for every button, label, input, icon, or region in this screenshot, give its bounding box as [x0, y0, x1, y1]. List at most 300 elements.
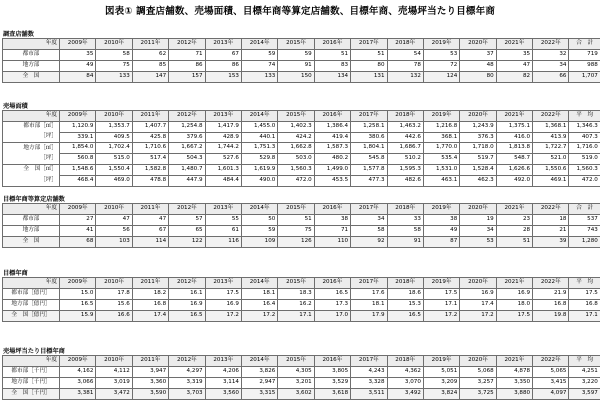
header-total: 平 均 [569, 111, 600, 122]
table-cell: 51 [496, 237, 532, 248]
table-sales-per-tsubo [2, 355, 600, 400]
table-cell: 62 [132, 50, 168, 61]
table-cell: 133 [96, 72, 132, 83]
table-cell: 68 [60, 237, 96, 248]
table-row [3, 226, 600, 237]
table-cell: 545.8 [351, 154, 387, 165]
row-label: 都市部［億円］ [3, 289, 60, 300]
table-cell: 2,947 [241, 378, 277, 389]
section-title-stores: 調査店舗数 [3, 31, 34, 38]
header-year-label: 年度 [3, 356, 60, 367]
table-cell: 3,703 [169, 389, 205, 400]
header-cell: 2013年 [205, 111, 241, 122]
header-cell: 2010年 [96, 204, 132, 215]
table-cell: 1,702.4 [96, 143, 132, 154]
table-cell: 3,319 [169, 378, 205, 389]
table-cell: 18.2 [132, 289, 168, 300]
row-label: 地方部［㎡］ [3, 143, 60, 154]
header-cell: 2020年 [460, 111, 496, 122]
header-cell: 2022年 [533, 356, 569, 367]
table-cell: 17.0 [314, 311, 350, 322]
header-total: 平 均 [569, 278, 600, 289]
table-cell: 1,280 [569, 237, 600, 248]
table-cell: 504.3 [169, 154, 205, 165]
header-cell: 2021年 [496, 356, 532, 367]
table-cell: 492.0 [496, 175, 532, 186]
table-cell: 3,328 [351, 378, 387, 389]
table-cell: 58 [387, 226, 423, 237]
row-label: 全 国［㎡］ [3, 164, 60, 175]
table-cell: 17.5 [569, 289, 600, 300]
table-cell: 1,587.3 [314, 143, 350, 154]
table-target-stores [2, 203, 600, 248]
table-cell: 3,511 [351, 389, 387, 400]
table-cell: 519.0 [569, 154, 600, 165]
table-cell: 109 [241, 237, 277, 248]
table-cell: 87 [423, 237, 459, 248]
table-stores [2, 38, 600, 83]
header-cell: 2009年 [60, 356, 96, 367]
header-cell: 2011年 [132, 111, 168, 122]
table-cell: 4,097 [533, 389, 569, 400]
header-cell: 2021年 [496, 278, 532, 289]
table-cell: 56 [96, 226, 132, 237]
row-label: 全 国 [3, 72, 60, 83]
table-cell: 157 [169, 72, 205, 83]
row-label: 都市部 [3, 50, 60, 61]
table-cell: 1,550.4 [96, 164, 132, 175]
table-cell: 17.2 [241, 311, 277, 322]
table-cell: 35 [496, 50, 532, 61]
table-row [3, 72, 600, 83]
table-cell: 18.6 [387, 289, 423, 300]
table-cell: 84 [60, 72, 96, 83]
header-cell: 2015年 [278, 278, 314, 289]
table-cell: 468.4 [60, 175, 96, 186]
header-cell: 2009年 [60, 278, 96, 289]
header-total: 合 計 [569, 204, 600, 215]
table-cell: 1,582.8 [132, 164, 168, 175]
header-cell: 2010年 [96, 111, 132, 122]
table-row [3, 132, 600, 143]
header-cell: 2009年 [60, 39, 96, 50]
table-cell: 3,880 [496, 389, 532, 400]
table-cell: 53 [423, 50, 459, 61]
table-cell: 1,455.0 [241, 121, 277, 132]
table-cell: 1,601.3 [205, 164, 241, 175]
table-cell: 1,744.2 [205, 143, 241, 154]
table-cell: 469.1 [533, 175, 569, 186]
table-row [3, 61, 600, 72]
table-cell: 1,417.9 [205, 121, 241, 132]
header-total: 合 計 [569, 39, 600, 50]
table-cell: 75 [278, 226, 314, 237]
table-cell: 3,070 [387, 378, 423, 389]
table-cell: 1,531.0 [423, 164, 459, 175]
table-cell: 3,590 [132, 389, 168, 400]
table-cell: 1,550.6 [533, 164, 569, 175]
header-cell: 2020年 [460, 39, 496, 50]
table-cell: 17.9 [351, 311, 387, 322]
table-cell: 5,068 [460, 367, 496, 378]
table-cell: 34 [533, 61, 569, 72]
table-cell: 116 [205, 237, 241, 248]
table-cell: 3,492 [387, 389, 423, 400]
table-cell: 18.1 [241, 289, 277, 300]
table-cell: 16.4 [241, 300, 277, 311]
table-cell: 379.6 [169, 132, 205, 143]
table-cell: 537 [569, 215, 600, 226]
table-cell: 416.0 [496, 132, 532, 143]
table-cell: 4,243 [351, 367, 387, 378]
table-cell: 515.0 [96, 154, 132, 165]
table-cell: 1,346.3 [569, 121, 600, 132]
header-cell: 2011年 [132, 204, 168, 215]
header-cell: 2018年 [387, 356, 423, 367]
table-cell: 4,305 [278, 367, 314, 378]
header-cell: 2020年 [460, 356, 496, 367]
table-cell: 4,162 [60, 367, 96, 378]
table-cell: 67 [132, 226, 168, 237]
table-cell: 131 [351, 72, 387, 83]
header-cell: 2016年 [314, 111, 350, 122]
table-cell: 17.5 [423, 289, 459, 300]
table-cell: 4,251 [569, 367, 600, 378]
header-cell: 2017年 [351, 278, 387, 289]
header-cell: 2014年 [241, 356, 277, 367]
table-cell: 1,595.3 [387, 164, 423, 175]
header-cell: 2021年 [496, 111, 532, 122]
table-cell: 92 [351, 237, 387, 248]
table-cell: 3,472 [96, 389, 132, 400]
table-cell: 132 [387, 72, 423, 83]
table-cell: 453.5 [314, 175, 350, 186]
table-cell: 472.0 [278, 175, 314, 186]
table-cell: 409.5 [96, 132, 132, 143]
table-cell: 3,360 [132, 378, 168, 389]
table-cell: 1,560.3 [569, 164, 600, 175]
table-cell: 3,114 [205, 378, 241, 389]
table-cell: 4,362 [387, 367, 423, 378]
table-cell: 48 [460, 61, 496, 72]
table-target-sales [2, 277, 600, 322]
table-cell: 17.5 [205, 289, 241, 300]
header-cell: 2012年 [169, 111, 205, 122]
table-cell: 16.8 [533, 300, 569, 311]
table-cell: 16.9 [496, 289, 532, 300]
header-cell: 2012年 [169, 356, 205, 367]
header-row [3, 278, 600, 289]
table-cell: 368.1 [423, 132, 459, 143]
table-cell: 16.9 [460, 289, 496, 300]
header-cell: 2016年 [314, 204, 350, 215]
table-cell: 38 [423, 215, 459, 226]
header-cell: 2014年 [241, 39, 277, 50]
header-year-label: 年度 [3, 111, 60, 122]
table-cell: 78 [387, 61, 423, 72]
table-cell: 1,718.0 [460, 143, 496, 154]
header-cell: 2016年 [314, 39, 350, 50]
header-cell: 2014年 [241, 111, 277, 122]
table-cell: 71 [169, 50, 205, 61]
table-cell: 80 [460, 72, 496, 83]
table-cell: 17.4 [132, 311, 168, 322]
table-cell: 54 [387, 50, 423, 61]
header-cell: 2009年 [60, 111, 96, 122]
table-row [3, 175, 600, 186]
table-cell: 67 [205, 50, 241, 61]
table-cell: 47 [96, 215, 132, 226]
header-year-label: 年度 [3, 39, 60, 50]
row-label: ［坪］ [3, 132, 60, 143]
table-cell: 3,529 [314, 378, 350, 389]
table-row [3, 143, 600, 154]
table-cell: 16.8 [132, 300, 168, 311]
header-cell: 2012年 [169, 39, 205, 50]
table-cell: 21 [533, 226, 569, 237]
table-cell: 59 [241, 226, 277, 237]
table-cell: 1,722.7 [533, 143, 569, 154]
header-cell: 2019年 [423, 39, 459, 50]
table-cell: 407.3 [569, 132, 600, 143]
section-title-area: 売場面積 [3, 103, 28, 110]
table-cell: 3,824 [423, 389, 459, 400]
header-cell: 2022年 [533, 278, 569, 289]
header-cell: 2013年 [205, 356, 241, 367]
table-cell: 1,480.7 [169, 164, 205, 175]
table-cell: 1,854.0 [60, 143, 96, 154]
row-label: 都市部［千円］ [3, 367, 60, 378]
table-cell: 1,619.9 [241, 164, 277, 175]
table-cell: 425.8 [132, 132, 168, 143]
table-cell: 1,368.1 [533, 121, 569, 132]
table-cell: 484.4 [205, 175, 241, 186]
table-cell: 3,381 [60, 389, 96, 400]
table-cell: 339.1 [60, 132, 96, 143]
table-cell: 469.0 [96, 175, 132, 186]
table-cell: 80 [351, 61, 387, 72]
table-cell: 376.3 [460, 132, 496, 143]
header-cell: 2018年 [387, 204, 423, 215]
table-cell: 17.2 [460, 311, 496, 322]
table-cell: 517.4 [132, 154, 168, 165]
header-cell: 2011年 [132, 356, 168, 367]
table-cell: 39 [533, 237, 569, 248]
table-cell: 535.4 [423, 154, 459, 165]
table-cell: 5,065 [533, 367, 569, 378]
table-cell: 58 [351, 226, 387, 237]
header-cell: 2011年 [132, 39, 168, 50]
header-cell: 2017年 [351, 204, 387, 215]
table-cell: 1,813.8 [496, 143, 532, 154]
table-cell: 4,878 [496, 367, 532, 378]
table-cell: 1,353.7 [96, 121, 132, 132]
table-cell: 18.0 [496, 300, 532, 311]
header-cell: 2010年 [96, 39, 132, 50]
table-cell: 521.0 [533, 154, 569, 165]
table-cell: 3,019 [96, 378, 132, 389]
table-cell: 1,804.1 [351, 143, 387, 154]
table-cell: 3,209 [423, 378, 459, 389]
table-cell: 134 [314, 72, 350, 83]
header-cell: 2013年 [205, 39, 241, 50]
table-cell: 477.3 [351, 175, 387, 186]
table-cell: 21.9 [533, 289, 569, 300]
table-cell: 17.1 [569, 311, 600, 322]
table-cell: 4,206 [205, 367, 241, 378]
header-cell: 2022年 [533, 39, 569, 50]
table-cell: 424.2 [278, 132, 314, 143]
table-cell: 3,315 [241, 389, 277, 400]
table-cell: 1,577.8 [351, 164, 387, 175]
table-cell: 91 [278, 61, 314, 72]
table-cell: 15.9 [60, 311, 96, 322]
table-cell: 19 [460, 215, 496, 226]
table-cell: 91 [387, 237, 423, 248]
header-cell: 2018年 [387, 39, 423, 50]
table-cell: 17.2 [205, 311, 241, 322]
table-cell: 150 [278, 72, 314, 83]
header-cell: 2022年 [533, 111, 569, 122]
table-cell: 41 [60, 226, 96, 237]
table-cell: 3,350 [496, 378, 532, 389]
header-cell: 2017年 [351, 39, 387, 50]
table-cell: 23 [496, 215, 532, 226]
table-cell: 3,947 [132, 367, 168, 378]
table-cell: 3,560 [205, 389, 241, 400]
section-title-target-sales: 目標年商 [3, 270, 28, 277]
row-label: 地方部［億円］ [3, 300, 60, 311]
table-cell: 59 [278, 50, 314, 61]
table-cell: 1,463.2 [387, 121, 423, 132]
table-cell: 83 [314, 61, 350, 72]
table-cell: 3,725 [460, 389, 496, 400]
table-cell: 1,548.6 [60, 164, 96, 175]
header-cell: 2018年 [387, 111, 423, 122]
header-cell: 2011年 [132, 278, 168, 289]
table-cell: 16.5 [314, 289, 350, 300]
header-cell: 2013年 [205, 278, 241, 289]
table-cell: 463.1 [423, 175, 459, 186]
header-cell: 2020年 [460, 278, 496, 289]
table-cell: 38 [314, 215, 350, 226]
table-cell: 18 [533, 215, 569, 226]
table-cell: 17.8 [96, 289, 132, 300]
table-row [3, 367, 600, 378]
table-cell: 58 [96, 50, 132, 61]
header-row [3, 204, 600, 215]
table-cell: 17.2 [423, 311, 459, 322]
table-cell: 65 [169, 226, 205, 237]
row-label: 地方部［千円］ [3, 378, 60, 389]
table-cell: 1,560.3 [278, 164, 314, 175]
table-cell: 380.6 [351, 132, 387, 143]
table-cell: 3,826 [241, 367, 277, 378]
table-cell: 51 [351, 50, 387, 61]
row-label: 地方部 [3, 226, 60, 237]
table-cell: 15.0 [60, 289, 96, 300]
table-cell: 47 [132, 215, 168, 226]
table-cell: 490.0 [241, 175, 277, 186]
header-cell: 2012年 [169, 204, 205, 215]
table-cell: 15.3 [387, 300, 423, 311]
table-cell: 988 [569, 61, 600, 72]
table-cell: 529.8 [241, 154, 277, 165]
table-cell: 1,662.8 [278, 143, 314, 154]
table-cell: 16.5 [387, 311, 423, 322]
row-label: 全 国［億円］ [3, 311, 60, 322]
table-cell: 1,120.9 [60, 121, 96, 132]
table-cell: 1,667.2 [169, 143, 205, 154]
table-cell: 719 [569, 50, 600, 61]
table-cell: 413.9 [533, 132, 569, 143]
header-cell: 2021年 [496, 204, 532, 215]
header-cell: 2013年 [205, 204, 241, 215]
table-row [3, 378, 600, 389]
table-cell: 47 [496, 61, 532, 72]
header-cell: 2012年 [169, 278, 205, 289]
table-cell: 482.6 [387, 175, 423, 186]
table-area [2, 110, 600, 187]
table-row [3, 311, 600, 322]
row-label: 全 国 [3, 237, 60, 248]
table-cell: 16.5 [60, 300, 96, 311]
table-cell: 33 [387, 215, 423, 226]
table-cell: 114 [132, 237, 168, 248]
table-cell: 3,618 [314, 389, 350, 400]
table-cell: 55 [205, 215, 241, 226]
table-cell: 1,716.0 [569, 143, 600, 154]
table-cell: 18.3 [278, 289, 314, 300]
table-cell: 17.6 [351, 289, 387, 300]
table-row [3, 300, 600, 311]
header-cell: 2022年 [533, 204, 569, 215]
table-cell: 1,386.4 [314, 121, 350, 132]
table-cell: 75 [96, 61, 132, 72]
table-cell: 3,597 [569, 389, 600, 400]
table-cell: 50 [241, 215, 277, 226]
table-cell: 16.8 [569, 300, 600, 311]
table-cell: 3,201 [278, 378, 314, 389]
table-cell: 122 [169, 237, 205, 248]
table-cell: 3,602 [278, 389, 314, 400]
header-cell: 2018年 [387, 278, 423, 289]
table-cell: 480.2 [314, 154, 350, 165]
table-cell: 3,220 [569, 378, 600, 389]
table-cell: 1,407.7 [132, 121, 168, 132]
header-cell: 2019年 [423, 111, 459, 122]
table-cell: 1,710.6 [132, 143, 168, 154]
table-row [3, 154, 600, 165]
header-cell: 2016年 [314, 278, 350, 289]
table-cell: 17.5 [496, 311, 532, 322]
header-row [3, 111, 600, 122]
table-cell: 462.3 [460, 175, 496, 186]
table-cell: 17.3 [314, 300, 350, 311]
table-cell: 51 [278, 215, 314, 226]
table-cell: 153 [205, 72, 241, 83]
table-cell: 28 [496, 226, 532, 237]
table-cell: 49 [60, 61, 96, 72]
table-cell: 18.1 [351, 300, 387, 311]
table-cell: 1,686.7 [387, 143, 423, 154]
table-cell: 4,297 [169, 367, 205, 378]
header-cell: 2017年 [351, 356, 387, 367]
table-cell: 440.1 [241, 132, 277, 143]
table-cell: 82 [496, 72, 532, 83]
table-cell: 1,243.9 [460, 121, 496, 132]
table-cell: 72 [423, 61, 459, 72]
